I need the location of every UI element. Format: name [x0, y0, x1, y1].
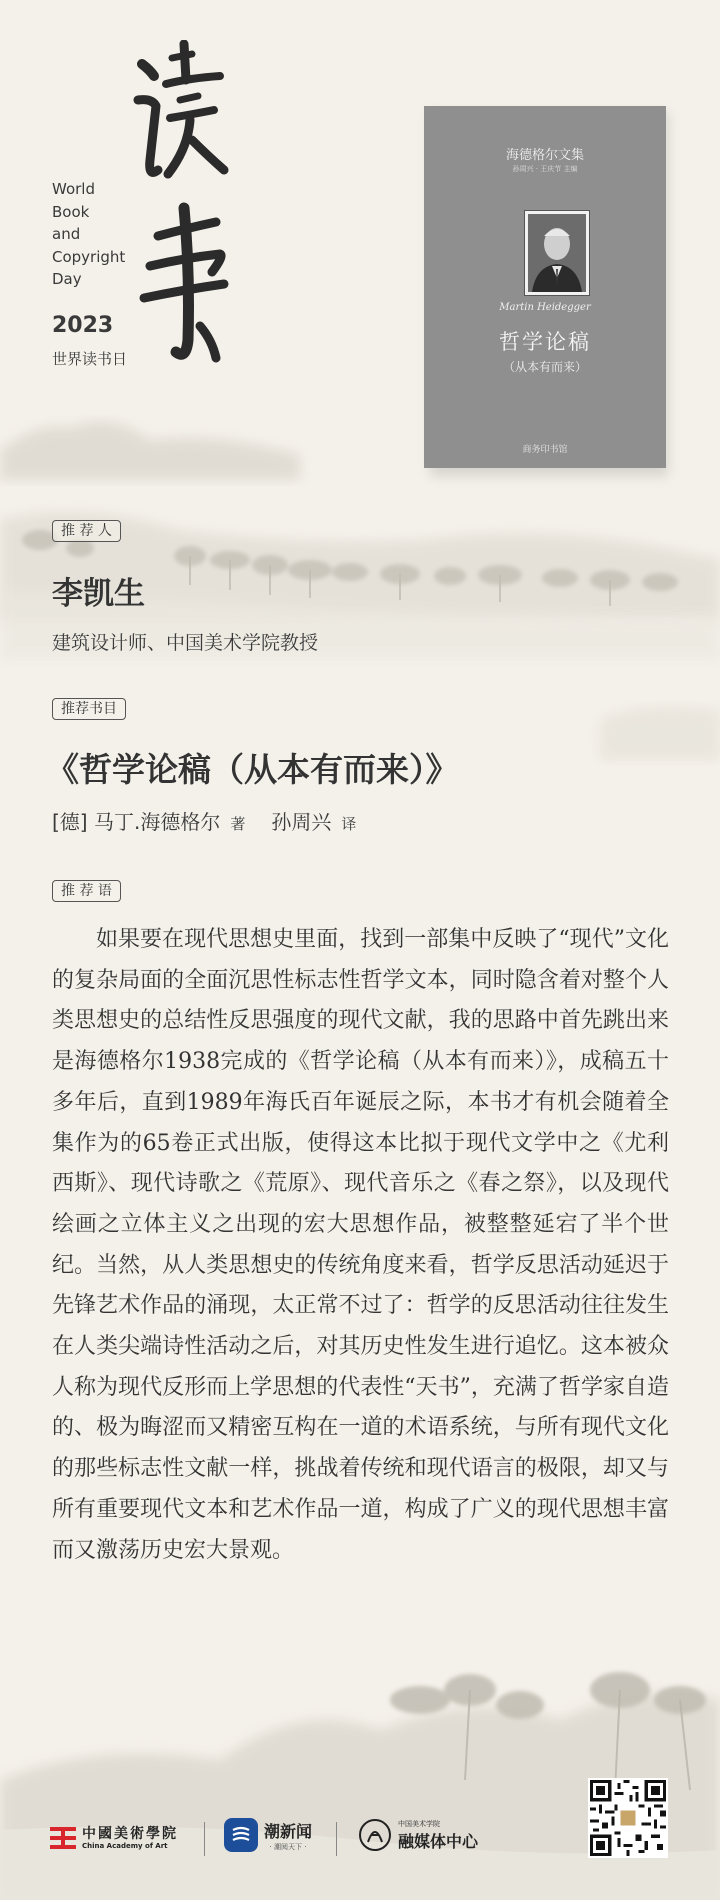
media-center-logo [358, 1818, 478, 1852]
event-year: 2023 [52, 313, 114, 338]
event-en-line: and [52, 225, 81, 243]
book-cover [424, 106, 666, 468]
book-series: 海德格尔文集 [505, 148, 584, 163]
chao-news-logo [224, 1818, 312, 1852]
media-center-org: 中国美术学院 [398, 1819, 440, 1828]
event-en-line: Book [52, 202, 90, 221]
caa-english-name: China Academy of Art [82, 1842, 168, 1850]
qr-code[interactable] [588, 1778, 668, 1858]
portrait-image [528, 214, 586, 292]
translator-role: 译 [341, 815, 357, 833]
book-publisher: 商务印书馆 [522, 445, 568, 455]
china-academy-of-art-logo [50, 1818, 178, 1858]
chao-news-name: 潮新闻 [264, 1821, 313, 1841]
calligraphy-read-book [128, 40, 238, 400]
event-en-line: World [52, 180, 95, 198]
footer-divider [204, 1822, 205, 1856]
media-center-emblem-icon [358, 1818, 392, 1852]
recommended-book-tag: 推荐书目 [52, 698, 126, 720]
book-author-latin: Martin Heidegger [499, 302, 591, 313]
event-en-line: Day [52, 270, 82, 288]
recommender-role: 建筑设计师、中国美术学院教授 [52, 632, 319, 654]
author-portrait [524, 210, 590, 296]
book-series-editors: 孙周兴 · 王庆节 主编 [512, 165, 578, 173]
event-chinese-name: 世界读书日 [52, 350, 128, 368]
recommendation-text: 如果要在现代思想史里面，找到一部集中反映了“现代”文化的复杂局面的全面沉思性标志性哲学文本，同时隐含着对整个人类思想史的总结性反思强度的现代文献，我的思路中首先跳出来是海德格尔1938完成的《哲学论稿（从本有而来）》，成稿五十多年后，直到1989年海氏百年诞辰之际，本书才有机会随着全集作为的65卷正式出版，使得这本比拟于现代文学中之《尤利西斯》、现代诗歌之《荒原》、现代音乐之《春之祭》，以及现代绘画之立体主义之出现的宏大思想作品，被整整延宕了半个世纪。当然，从人类思想史的传统角度来看，哲学反思活动延迟于先锋艺术作品的涌现，太正常不过了：哲学的反思活动往往发生在人类尖端诗性活动之后，对其历史性发生进行追忆。这本被众人称为现代反形而上学思想的代表性“天书”，充满了哲学家自造的、极为晦涩而又精密互构在一道的术语系统，与所有现代文化的那些标志性文献一样，挑战着传统和现代语言的极限，却又与所有重要现代文本和艺术作品一道，构成了广义的现代思想丰富而又激荡历史宏大景观。 [52, 927, 669, 1563]
chao-news-slogan: · 潮阅天下 · [269, 1842, 307, 1851]
media-center-name: 融媒体中心 [398, 1831, 479, 1851]
chao-news-icon [224, 1818, 258, 1852]
caa-emblem-icon [50, 1827, 76, 1849]
recommender-tag: 推 荐 人 [52, 520, 121, 542]
footer-divider [336, 1822, 337, 1856]
book-translator: 孙周兴 [271, 810, 332, 834]
recommendation-tag: 推 荐 语 [52, 880, 121, 902]
book-cover-subtitle: （从本有而来） [502, 360, 587, 374]
book-credits [52, 806, 356, 835]
event-en-line: Copyright [52, 247, 126, 266]
book-author: [德] 马丁.海德格尔 [52, 810, 221, 834]
recommender-name: 李凯生 [52, 576, 145, 612]
author-role: 著 [230, 815, 246, 833]
book-cover-title: 哲学论稿 [499, 330, 591, 354]
recommended-book-title: 《哲学论稿（从本有而来）》 [46, 750, 459, 789]
qr-code-icon [590, 1780, 666, 1856]
caa-chinese-name: 中國美術學院 [82, 1826, 178, 1842]
event-english-name [52, 178, 125, 291]
